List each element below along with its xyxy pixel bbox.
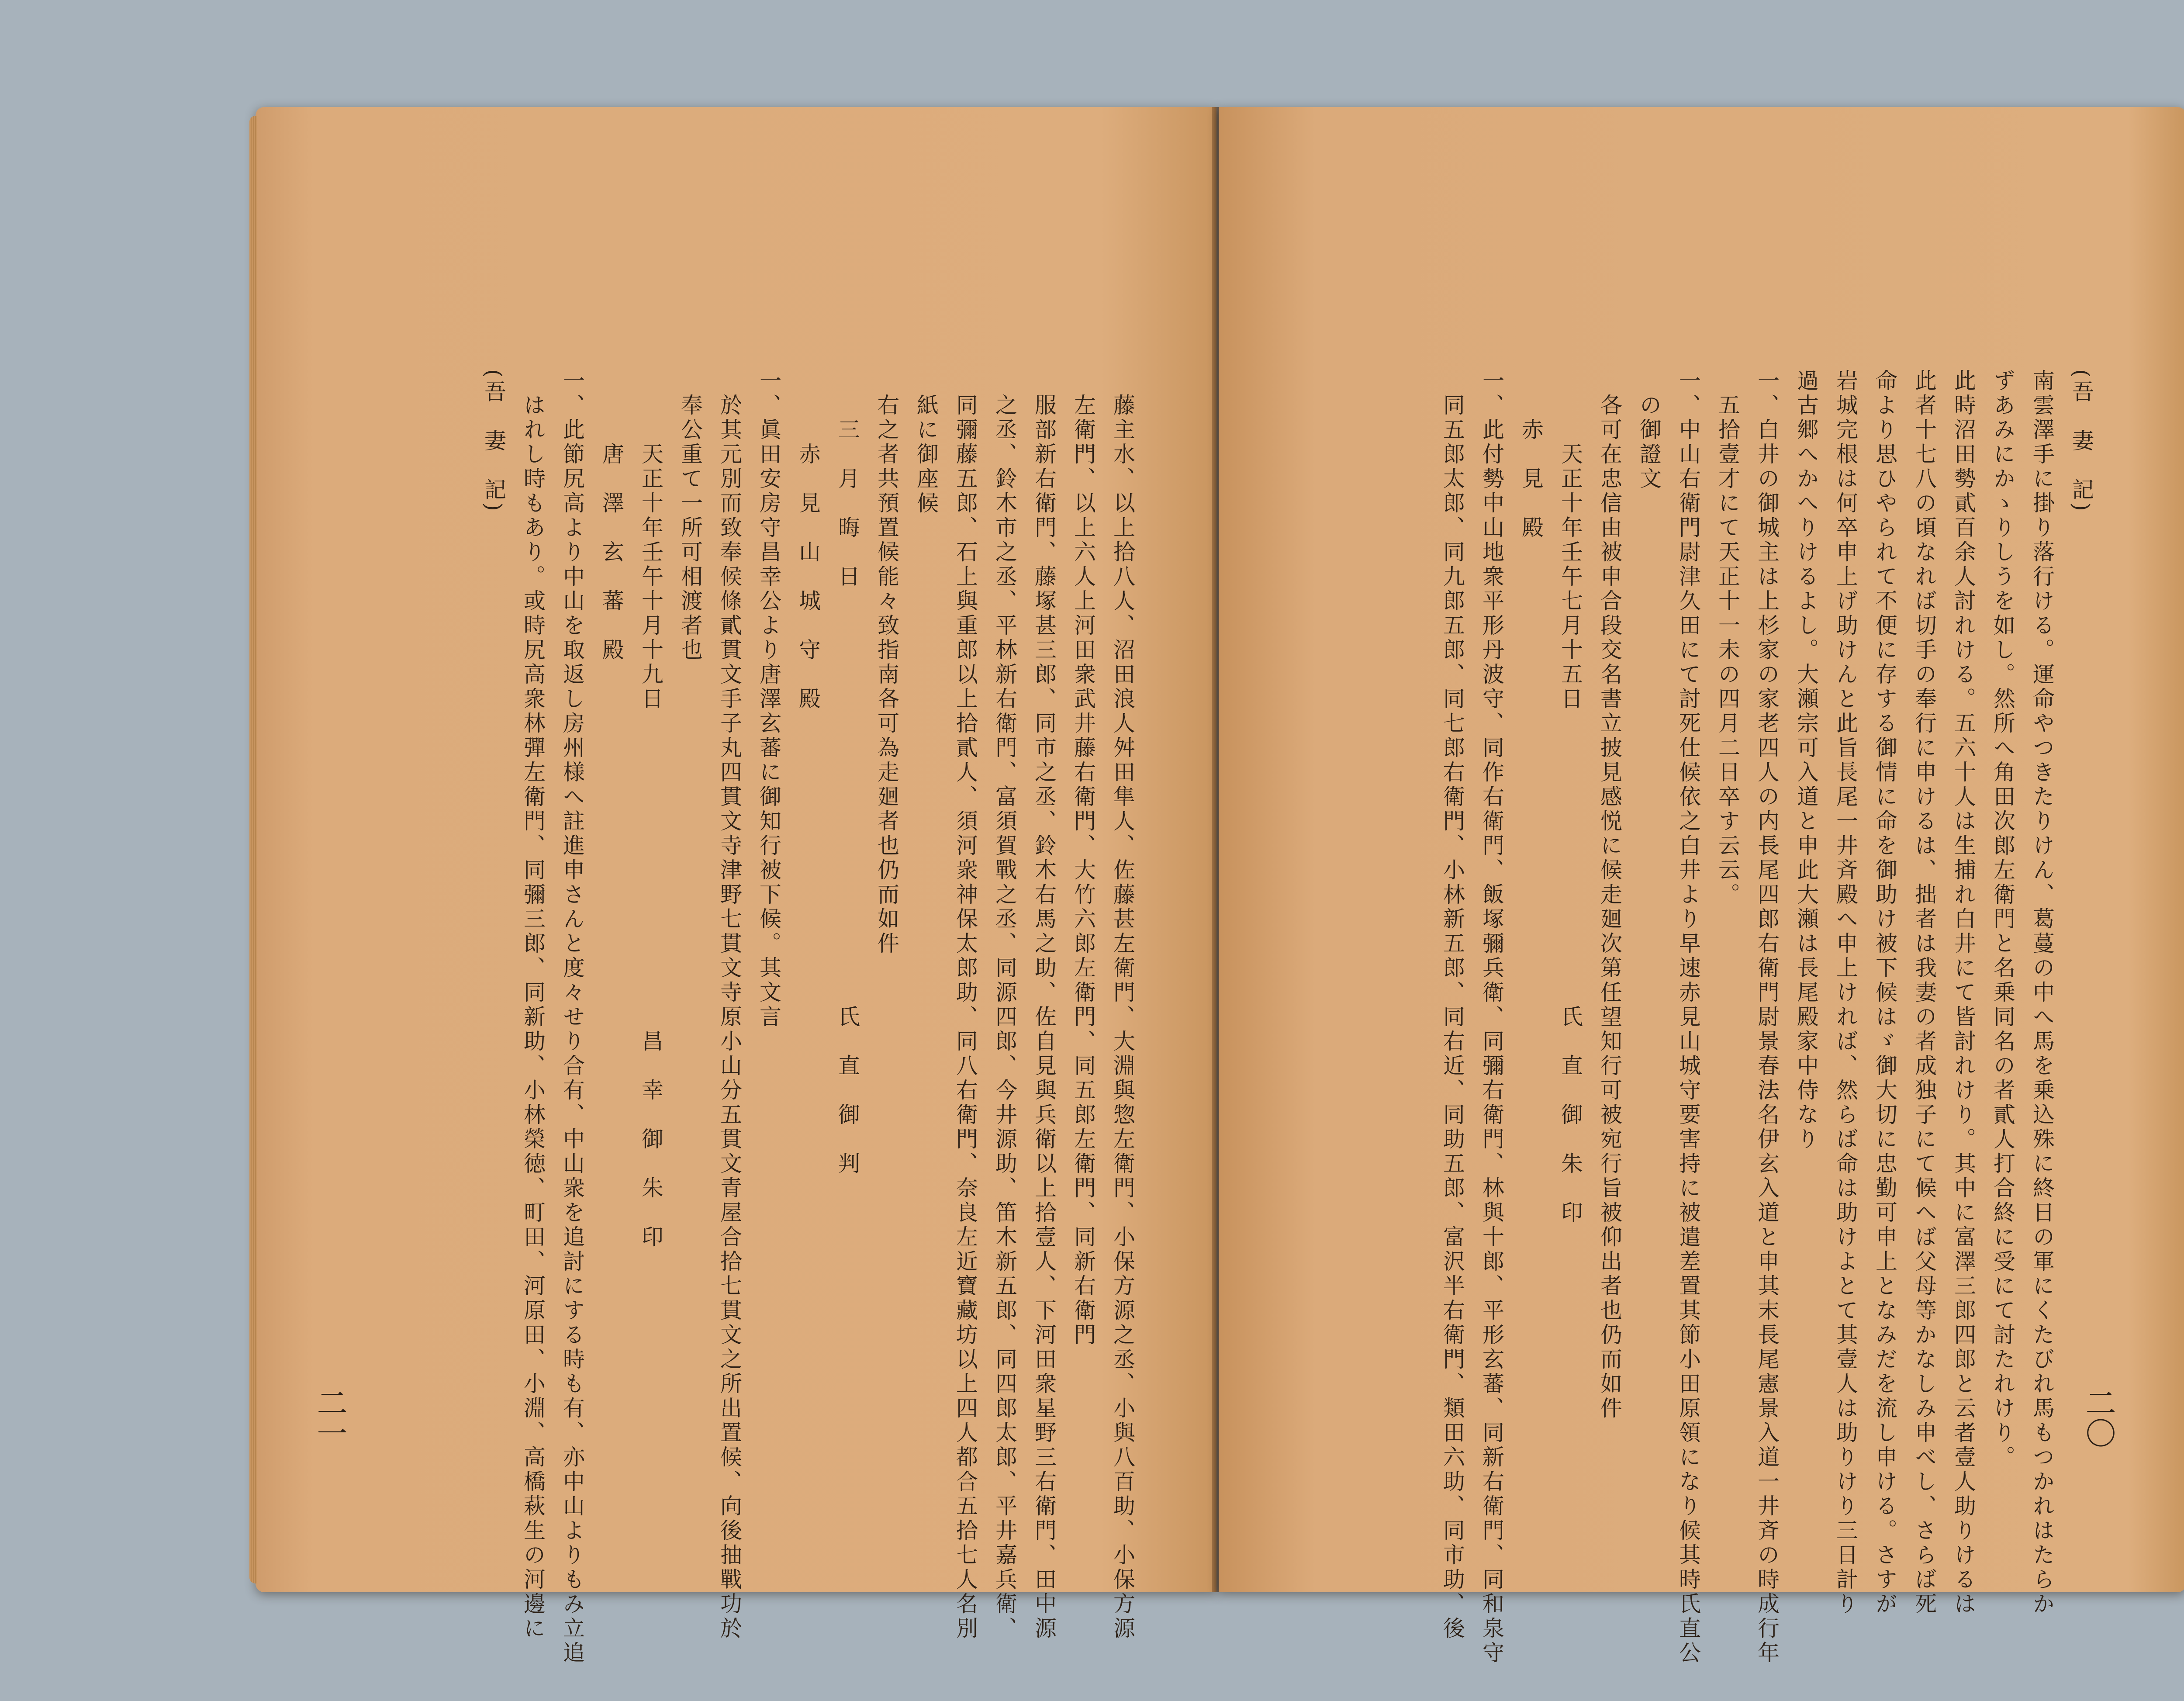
left-page-line: 右之者共預置候能々致指南各可為走廻者也仍而如件 (874, 369, 899, 956)
right-page (1219, 107, 2184, 1666)
right-page-text (1433, 369, 2101, 1666)
right-page-line: 命より思ひやられて不便に存する御情に命を御助け被下候はゞ御大切に忠勤可申上となみだを流し申ける。さすが (1872, 369, 1897, 1617)
left-page-number: 二一 (312, 1387, 348, 1448)
left-page-line: 同彌藤五郎、石上與重郎以上拾貳人、須河衆神保太郎助、同八右衛門、奈良左近寶藏坊以上四人都合五拾七人名別 (953, 369, 978, 1641)
right-page-number: 二〇 (2080, 1387, 2116, 1448)
right-page-line: 各可在忠信由被申合段交名書立披見感悦に候走廻次第任望知行可被宛行旨被仰出者也仍而如件 (1597, 369, 1622, 1421)
right-page-line: 一、中山右衛門尉津久田にて討死仕候依之白井より早速赤見山城守要害持に被遣差置其節小田原領になり候其時氏直公 (1676, 369, 1701, 1666)
left-page-line: はれし時もあり。或時尻高衆林彈左衛門、同彌三郎、同新助、小林榮徳、町田、河原田、小淵、高橋萩生の河邊に (520, 369, 546, 1641)
right-page-line: 此者十七八の頃なれば切手の奉行に申けるは、拙者は我妻の者成独子にて候へば父母等かなしみ申べし、さらば死 (1911, 369, 1937, 1617)
left-page-text (474, 369, 1142, 1666)
right-page-line: の御證文 (1636, 369, 1662, 491)
left-page-line: 紙に御座候 (913, 369, 939, 516)
right-page-line: 南雲澤手に掛り落行ける。運命やつきたりけん、葛蔓の中へ馬を乗込殊に終日の軍にくたびれ馬もつかれはたらか (2029, 369, 2055, 1617)
left-page-line: (吾 妻 記) (481, 369, 506, 514)
left-page-line: 服部新右衛門、藤塚甚三郎、同市之丞、鈴木右馬之助、佐自見與兵衛以上拾壹人、下河田衆星野三右衛門、田中源 (1031, 369, 1057, 1641)
left-page-line: 三 月 晦 日 氏 直 御 判 (835, 369, 860, 1176)
left-page-line: 一、眞田安房守昌幸公より唐澤玄蕃に御知行被下候。其文言 (756, 369, 781, 1030)
right-page-line: 一、白井の御城主は上杉家の家老四人の内長尾四郎右衛門尉景春法名伊玄入道と申其末長尾憲景入道一井斉の時成行年 (1754, 369, 1780, 1666)
right-page-line: 此時沼田勢貳百余人討れける。五六十人は生捕れ白井にて皆討れけり。其中に富澤三郎四郎と云者壹人助りけるは (1951, 369, 1976, 1617)
right-page-line: 赤 見 殿 (1518, 369, 1544, 540)
right-page-line: 岩城完根は何卒申上げ助けんと此旨長尾一井斉殿へ申上ければ、然らば命は助けよとて其壹人は助りけり三日計り (1833, 369, 1858, 1617)
right-page-line: 過古郷へかへりけるよし。大瀬宗可入道と申此大瀬は長尾殿家中侍なり (1794, 369, 1819, 1152)
left-page-edges (249, 116, 257, 1583)
left-page-line: 一、此節尻高より中山を取返し房州様へ註進申さんと度々せり合有、中山衆を追討にする時も有、亦中山よりもみ立追 (560, 369, 585, 1666)
left-page-line: 奉公重て一所可相渡者也 (677, 369, 703, 663)
left-page-line: 唐 澤 玄 蕃 殿 (599, 369, 624, 663)
left-page-line: 赤 見 山 城 守 殿 (795, 369, 821, 712)
right-page-line: 一、此付勢中山地衆平形丹波守、同作右衛門、飯塚彌兵衛、同彌右衛門、林與十郎、平形玄蕃、同新右衛門、同和泉守 (1479, 369, 1504, 1666)
open-book (256, 107, 2184, 1666)
right-page-line: 同五郎太郎、同九郎五郎、同七郎右衛門、小林新五郎、同右近、同助五郎、富沢半右衛門、類田六助、同市助、後 (1440, 369, 1465, 1641)
left-page-line: 天正十年壬午十月十九日 昌 幸 御 朱 印 (638, 369, 663, 1250)
right-page-line: (吾 妻 記) (2069, 369, 2094, 514)
left-page-line: 於其元別而致奉候條貳貫文手子丸四貫文寺津野七貫文寺原小山分五貫文青屋合拾七貫文之所出置候、向後抽戰功於 (717, 369, 742, 1641)
left-page (256, 107, 1216, 1666)
left-page-line: 藤主水、以上拾八人、沼田浪人舛田隼人、佐藤甚左衛門、大淵與惣左衛門、小保方源之丞、小與八百助、小保方源 (1110, 369, 1135, 1641)
right-page-line: ずあみにかゝりしうを如し。然所へ角田次郎左衛門と名乗同名の者貳人打合終に受にて討たれけり。 (1990, 369, 2015, 1470)
right-page-line: 天正十年壬午七月十五日 氏 直 御 朱 印 (1558, 369, 1583, 1225)
left-page-line: 之丞、鈴木市之丞、平林新右衛門、富須賀戰之丞、同源四郎、今井源助、笛木新五郎、同四郎太郎、平井嘉兵衛、 (992, 369, 1017, 1641)
left-page-line: 左衛門、以上六人上河田衆武井藤右衛門、大竹六郎左衛門、同五郎左衛門、同新右衛門 (1071, 369, 1096, 1348)
right-page-line: 五拾壹才にて天正十一未の四月二日卒す云云。 (1715, 369, 1740, 907)
